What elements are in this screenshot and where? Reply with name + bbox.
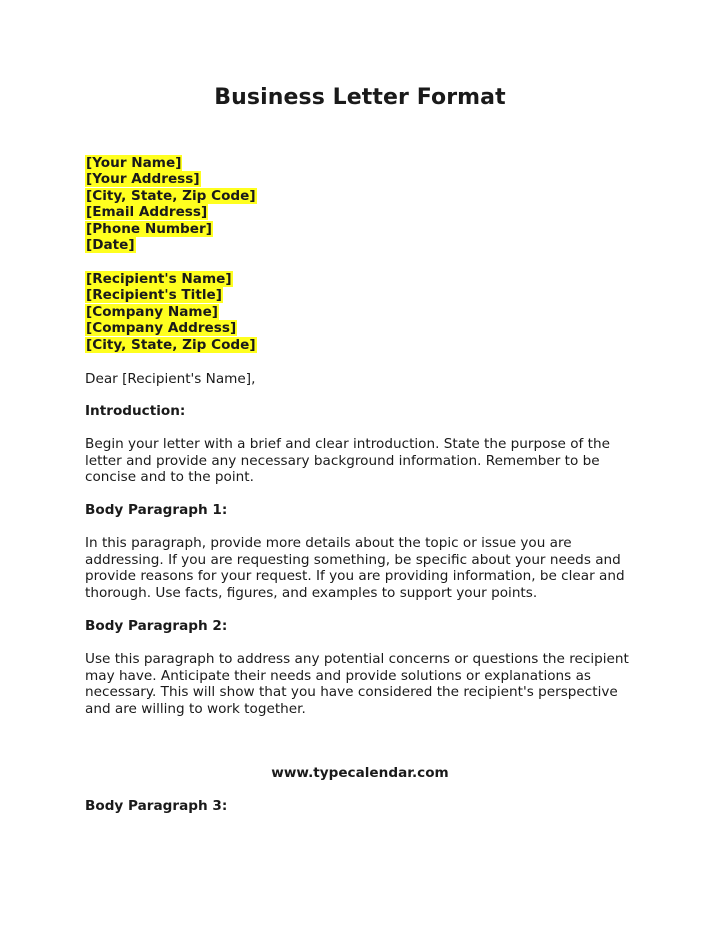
sender-line [85, 204, 257, 220]
sender-line [85, 221, 257, 237]
introduction-heading: Introduction: [85, 403, 186, 419]
company-address-placeholder: [Company Address] [86, 320, 237, 337]
recipient-line [85, 271, 257, 287]
company-name-placeholder: [Company Name] [86, 303, 219, 320]
recipient-line [85, 304, 257, 320]
date-placeholder: [Date] [86, 236, 135, 253]
body-paragraph-1-text: In this paragraph, provide more details about the topic or issue you are addressing. If you are requesting something, be specific about your needs and provide reasons for your request. If you are providing information, be clear and thorough. Use facts, figures, and examples to support your points. [85, 535, 625, 601]
recipient-city-placeholder: [City, State, Zip Code] [86, 336, 256, 353]
introduction-paragraph: Begin your letter with a brief and clear introduction. State the purpose of the letter and provide any necessary background information. Remember to be concise and to the point. [85, 436, 610, 485]
recipient-title-placeholder: [Recipient's Title] [86, 287, 222, 304]
sender-line [85, 188, 257, 204]
recipient-address-block [85, 271, 257, 353]
recipient-line [85, 320, 257, 336]
sender-line [85, 171, 257, 187]
sender-address-placeholder: [Your Address] [86, 171, 200, 188]
sender-phone-placeholder: [Phone Number] [86, 220, 212, 237]
sender-line [85, 237, 257, 253]
sender-line [85, 155, 257, 171]
sender-email-placeholder: [Email Address] [86, 204, 208, 221]
recipient-line [85, 287, 257, 303]
recipient-line [85, 337, 257, 353]
recipient-name-placeholder: [Recipient's Name] [86, 271, 232, 287]
sender-city-placeholder: [City, State, Zip Code] [86, 187, 256, 204]
document-title: Business Letter Format [214, 85, 506, 110]
website-footer-link: www.typecalendar.com [271, 765, 449, 781]
body-paragraph-1-heading: Body Paragraph 1: [85, 502, 228, 518]
sender-address-block [85, 155, 257, 253]
body-paragraph-2-heading: Body Paragraph 2: [85, 618, 228, 634]
salutation: Dear [Recipient's Name], [85, 371, 256, 387]
body-paragraph-2-text: Use this paragraph to address any potential concerns or questions the recipient may have. Anticipate their needs and provide solutions or explanations as necessary. This will show that you have considered the recipient's perspective and are willing to work together. [85, 651, 629, 717]
sender-name-placeholder: [Your Name] [86, 155, 182, 171]
body-paragraph-3-heading: Body Paragraph 3: [85, 798, 228, 814]
